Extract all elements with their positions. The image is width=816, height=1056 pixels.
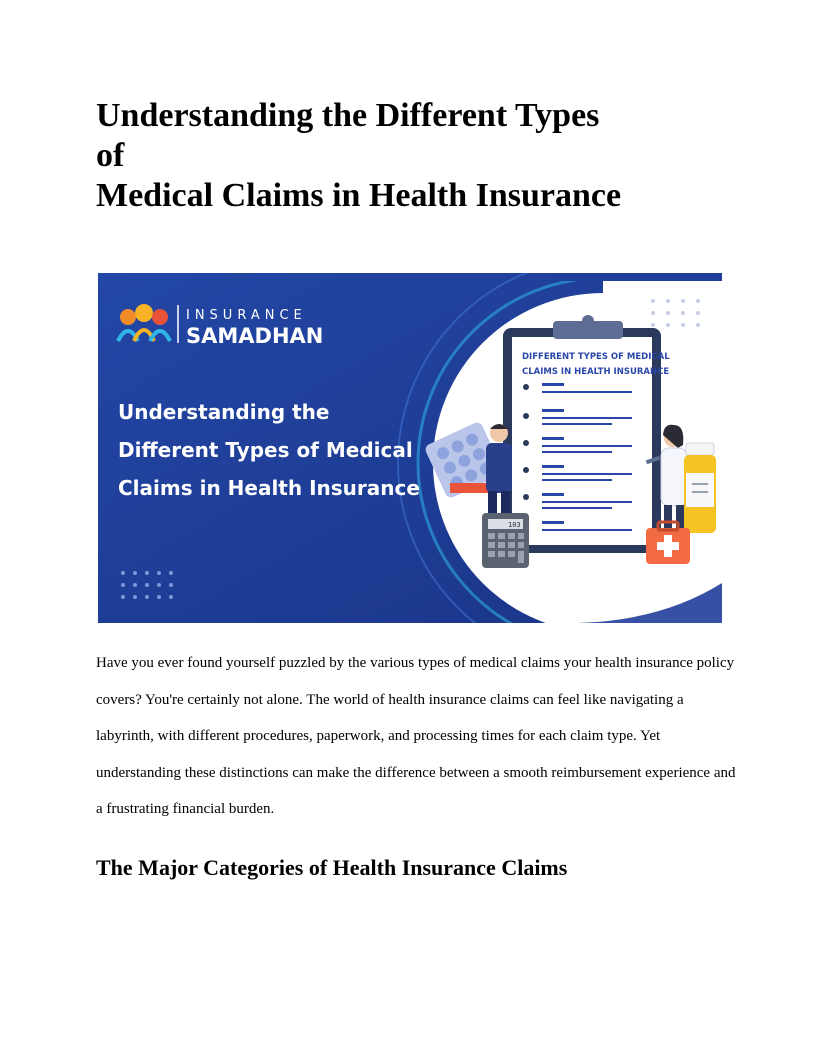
intro-paragraph: Have you ever found yourself puzzled by the various types of medical claims your health insurance policy covers? You're certainly not alone. The world of health insurance claims can feel like navigating a labyrinth, with different procedures, paperwork, and processing times for each claim type. Yet understanding these distinctions can make the difference between a smooth reimbursement experience and a frustrating financial burden. <box>96 655 736 817</box>
banner-headline-line: Claims in Health Insurance <box>118 476 420 500</box>
calculator-display: 103 <box>508 521 521 529</box>
section-heading: The Major Categories of Health Insurance Claims <box>96 855 568 880</box>
banner-image <box>98 273 722 623</box>
medicine-bottle-illustration <box>684 443 716 533</box>
brand-name-text: SAMADHAN <box>186 324 324 348</box>
document-title <box>96 96 736 216</box>
brand-top-text: INSURANCE <box>186 308 307 323</box>
title-line: of <box>96 137 125 174</box>
clipboard-title-line: DIFFERENT TYPES OF MEDICAL <box>522 352 670 362</box>
first-aid-kit-illustration <box>646 522 690 564</box>
banner-headline-line: Different Types of Medical <box>118 438 413 462</box>
banner-headline-line: Understanding the <box>118 400 330 424</box>
title-line: Understanding the Different Types <box>96 97 600 134</box>
title-line: Medical Claims in Health Insurance <box>96 177 622 214</box>
clipboard-title-line: CLAIMS IN HEALTH INSURANCE <box>522 367 670 377</box>
banner-illustration <box>98 273 722 623</box>
calculator-illustration <box>482 513 529 568</box>
